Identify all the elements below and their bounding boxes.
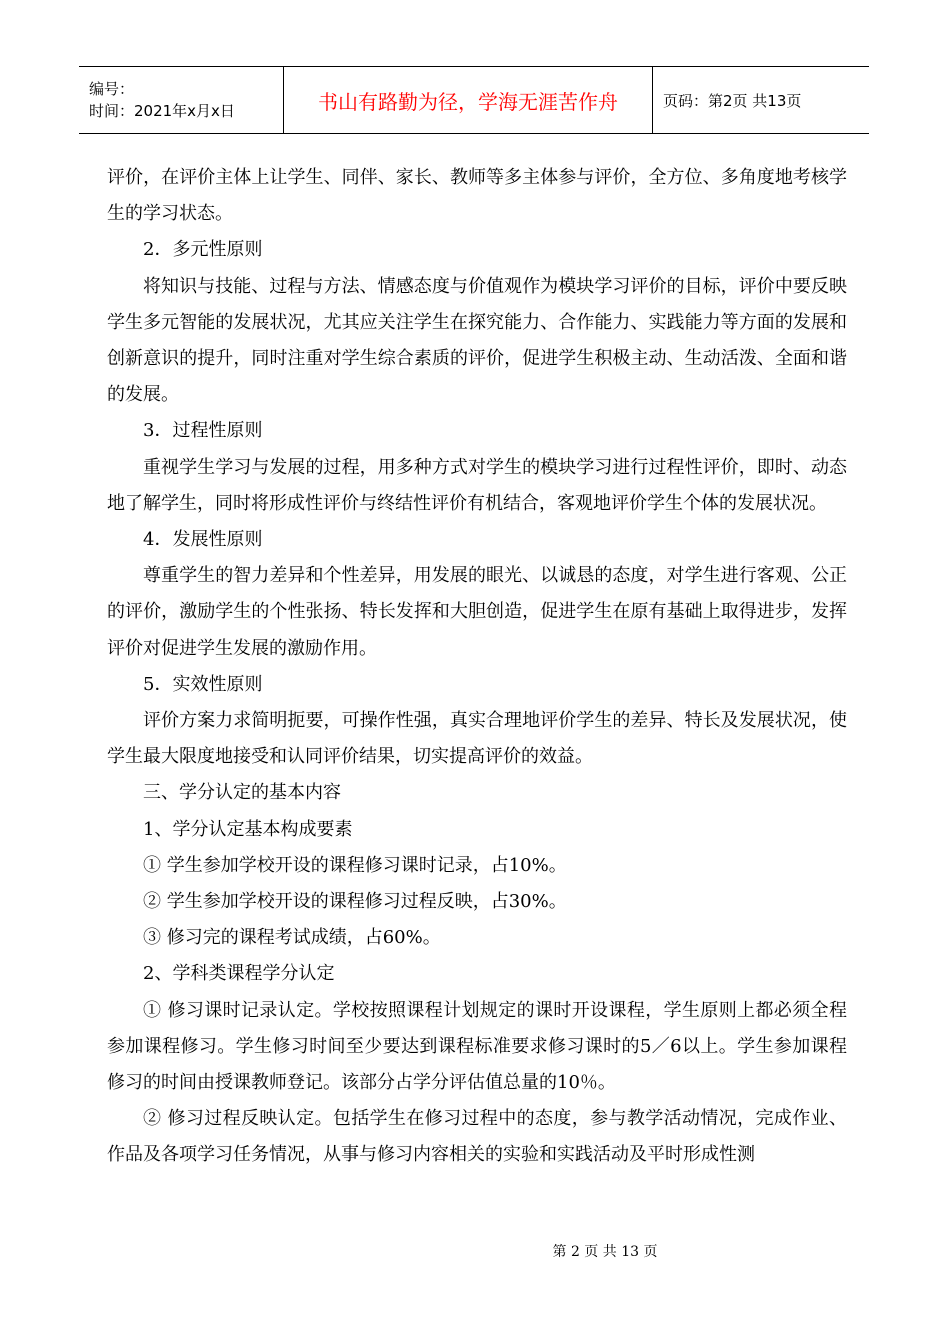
subsection-heading: 2、学科类课程学分认定 <box>143 963 335 985</box>
header-meta <box>79 67 283 133</box>
list-item: ③ 修习完的课程考试成绩，占60%。 <box>143 927 441 949</box>
document-number-label: 编号： <box>89 80 135 98</box>
paragraph: 评价，在评价主体上让学生、同伴、家长、教师等多主体参与评价，全方位、多角度地考核学生的学习状态。 <box>107 167 847 225</box>
paragraph: 尊重学生的智力差异和个性差异，用发展的眼光、以诚恳的态度，对学生进行客观、公正的评价，激励学生的个性张扬、特长发挥和大胆创造，促进学生在原有基础上取得进步，发挥评价对促进学生发展的激励作用。 <box>107 565 847 659</box>
header-motto: 书山有路勤为径，学海无涯苦作舟 <box>318 89 618 114</box>
subsection-heading: 1、学分认定基本构成要素 <box>143 818 353 840</box>
paragraph: 重视学生学习与发展的过程，用多种方式对学生的模块学习进行过程性评价，即时、动态地了解学生，同时将形成性评价与终结性评价有机结合，客观地评价学生个体的发展状况。 <box>107 456 847 514</box>
header-page-code: 页码：第2页 共13页 <box>663 91 802 110</box>
header-page-code-cell <box>653 67 869 133</box>
header-motto-cell <box>283 67 653 133</box>
list-item: ② 学生参加学校开设的课程修习过程反映，占30%。 <box>143 891 567 913</box>
section-heading: 5．实效性原则 <box>143 673 263 695</box>
document-body <box>107 160 847 1174</box>
section-heading: 3．过程性原则 <box>143 420 263 442</box>
paragraph: 将知识与技能、过程与方法、情感态度与价值观作为模块学习评价的目标，评价中要反映学生多元智能的发展状况，尤其应关注学生在探究能力、合作能力、实践能力等方面的发展和创新意识的提升，同时注重对学生综合素质的评价，促进学生积极主动、生动活泼、全面和谐的发展。 <box>107 275 847 406</box>
paragraph: ① 修习课时记录认定。学校按照课程计划规定的课时开设课程，学生原则上都必须全程参加课程修习。学生修习时间至少要达到课程标准要求修习课时的5／6以上。学生参加课程修习的时间由授课教师登记。该部分占学分评估值总量的10％。 <box>107 999 847 1094</box>
document-date: 时间：2021年x月x日 <box>89 102 235 120</box>
page-footer: 第 2 页 共 13 页 <box>552 1244 658 1260</box>
paragraph: ② 修习过程反映认定。包括学生在修习过程中的态度，参与教学活动情况，完成作业、作品及各项学习任务情况，从事与修习内容相关的实验和实践活动及平时形成性测 <box>107 1108 847 1166</box>
section-heading: 4．发展性原则 <box>143 529 263 551</box>
paragraph: 评价方案力求简明扼要，可操作性强，真实合理地评价学生的差异、特长及发展状况，使学生最大限度地接受和认同评价结果，切实提高评价的效益。 <box>107 710 847 768</box>
list-item: ① 学生参加学校开设的课程修习课时记录，占10%。 <box>143 854 567 876</box>
section-heading: 2．多元性原则 <box>143 239 263 261</box>
section-heading: 三、学分认定的基本内容 <box>143 782 341 804</box>
page-header <box>79 66 869 134</box>
